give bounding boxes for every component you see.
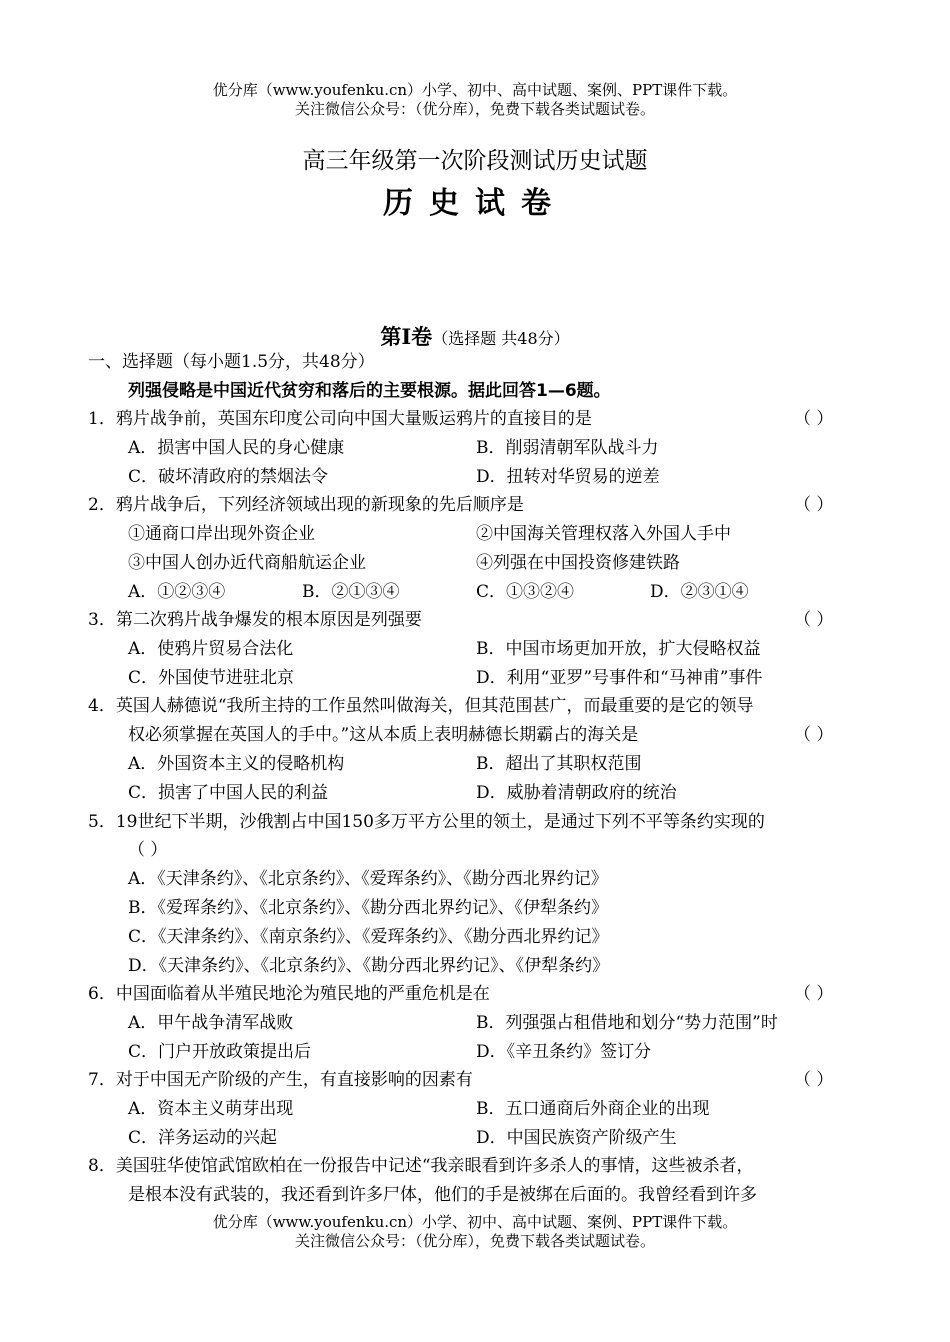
exam-subtitle: 历史试卷 — [383, 186, 567, 221]
section-title-main: 第Ⅰ卷 — [380, 324, 433, 349]
q7-option-a: A．资本主义萌芽出现 — [128, 1099, 294, 1119]
question-7-stem: 7．对于中国无产阶级的产生，有直接影响的因素有 — [88, 1070, 473, 1090]
answer-paren-6: （ ） — [794, 984, 834, 1004]
q5-option-b: B．《爱珲条约》、《北京条约》、《勘分西北界约记》、《伊犁条约》 — [128, 898, 608, 918]
question-5-stem: 5．19世纪下半期，沙俄割占中国150多万平方公里的领土，是通过下列不平等条约实现的 — [88, 812, 765, 832]
question-8-stem-cont: 是根本没有武装的，我还看到许多尸体，他们的手是被绑在后面的。我曾经看到许多 — [128, 1185, 757, 1205]
answer-paren-7: （ ） — [794, 1070, 834, 1090]
q2-option-b: B．②①③④ — [302, 582, 400, 602]
part-heading: 一、选择题（每小题1.5分，共48分） — [88, 352, 375, 372]
answer-paren-2: （ ） — [794, 495, 834, 515]
q4-option-a: A．外国资本主义的侵略机构 — [128, 754, 345, 774]
q2-item-4: ④列强在中国投资修建铁路 — [476, 553, 680, 573]
q1-option-b: B．削弱清朝军队战斗力 — [476, 438, 659, 458]
q1-option-a: A．损害中国人民的身心健康 — [128, 438, 345, 458]
q7-option-c: C．洋务运动的兴起 — [128, 1128, 278, 1148]
q7-option-b: B．五口通商后外商企业的出现 — [476, 1099, 710, 1119]
header-line-2: 关注微信公众号：（优分库），免费下载各类试题试卷。 — [294, 100, 655, 118]
q2-option-c: C．①③②④ — [476, 582, 575, 602]
q6-option-d: D．《辛丑条约》签订分 — [476, 1042, 652, 1062]
answer-paren-4: （ ） — [794, 725, 834, 745]
header-line-1: 优分库（www.youfenku.cn）小学、初中、高中试题、案例、PPT课件下载。 — [212, 81, 738, 99]
question-3-stem: 3．第二次鸦片战争爆发的根本原因是列强要 — [88, 610, 422, 630]
q2-option-a: A．①②③④ — [128, 582, 226, 602]
answer-paren-5: （ ） — [128, 840, 168, 860]
answer-paren-1: （ ） — [794, 409, 834, 429]
answer-paren-3: （ ） — [794, 610, 834, 630]
q6-option-b: B．列强强占租借地和划分“势力范围”时 — [476, 1013, 778, 1033]
q4-option-c: C．损害了中国人民的利益 — [128, 783, 329, 803]
q5-option-d: D．《天津条约》、《北京条约》、《勘分西北界约记》、《伊犁条约》 — [128, 956, 610, 976]
q6-option-c: C．门户开放政策提出后 — [128, 1042, 312, 1062]
q5-option-c: C．《天津条约》、《南京条约》、《爱珲条约》、《勘分西北界约记》 — [128, 927, 609, 947]
q7-option-d: D．中国民族资产阶级产生 — [476, 1128, 677, 1148]
q4-option-b: B．超出了其职权范围 — [476, 754, 642, 774]
question-1-stem: 1．鸦片战争前，英国东印度公司向中国大量贩运鸦片的直接目的是 — [88, 409, 592, 429]
q3-option-a: A．使鸦片贸易合法化 — [128, 639, 294, 659]
question-6-stem: 6．中国面临着从半殖民地沦为殖民地的严重危机是在 — [88, 984, 490, 1004]
q1-option-d: D．扭转对华贸易的逆差 — [476, 467, 660, 487]
q5-option-a: A．《天津条约》、《北京条约》、《爱珲条约》、《勘分西北界约记》 — [128, 869, 608, 889]
question-8-stem: 8．美国驻华使馆武馆欧柏在一份报告中记述“我亲眼看到许多杀人的事情，这些被杀者， — [88, 1156, 754, 1176]
q3-option-b: B．中国市场更加开放，扩大侵略权益 — [476, 639, 761, 659]
q2-item-1: ①通商口岸出现外资企业 — [128, 524, 315, 544]
q3-option-c: C．外国使节进驻北京 — [128, 668, 295, 688]
question-4-stem-cont: 权必须掌握在英国人的手中。”这从本质上表明赫德长期霸占的海关是 — [128, 725, 639, 745]
exam-title: 高三年级第一次阶段测试历史试题 — [302, 148, 648, 174]
question-2-stem: 2．鸦片战争后，下列经济领域出现的新现象的先后顺序是 — [88, 495, 524, 515]
q2-option-d: D．②③①④ — [650, 582, 749, 602]
q4-option-d: D．威胁着清朝政府的统治 — [476, 783, 677, 803]
section-title-note: （选择题 共48分） — [432, 329, 570, 348]
q3-option-d: D．利用“亚罗”号事件和“马神甫”事件 — [476, 668, 763, 688]
footer-line-2: 关注微信公众号：（优分库），免费下载各类试题试卷。 — [294, 1232, 655, 1250]
q2-item-2: ②中国海关管理权落入外国人手中 — [476, 524, 731, 544]
q6-option-a: A．甲午战争清军战败 — [128, 1013, 294, 1033]
question-4-stem: 4．英国人赫德说“我所主持的工作虽然叫做海关，但其范围甚广，而最重要的是它的领导 — [88, 696, 754, 716]
q1-option-c: C．破坏清政府的禁烟法令 — [128, 467, 329, 487]
group-intro: 列强侵略是中国近代贫穷和落后的主要根源。据此回答1—6题。 — [128, 381, 611, 401]
footer-line-1: 优分库（www.youfenku.cn）小学、初中、高中试题、案例、PPT课件下载。 — [212, 1213, 738, 1231]
q2-item-3: ③中国人创办近代商船航运企业 — [128, 553, 366, 573]
